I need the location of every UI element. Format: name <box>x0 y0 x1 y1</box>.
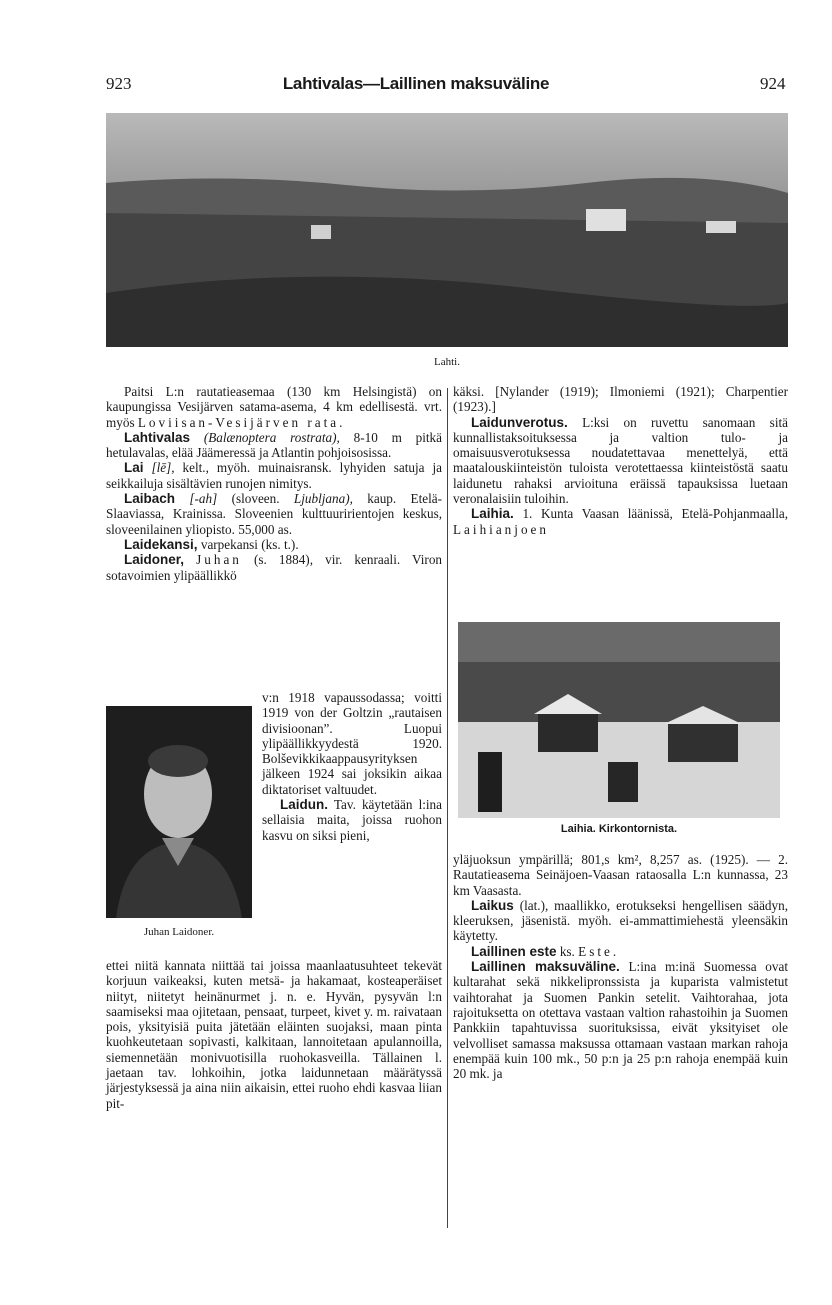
headword: Laillinen este <box>471 943 557 959</box>
left-column <box>106 384 442 583</box>
portrait-image <box>106 706 252 918</box>
lahti-photo <box>106 113 788 347</box>
entry-laidunverotus <box>453 415 788 507</box>
laihia-caption: Laihia. Kirkontornista. <box>560 823 678 835</box>
headword: Laidoner, <box>124 552 185 568</box>
column-divider <box>447 388 448 1228</box>
entry-laidoner <box>106 552 442 583</box>
entry-laidun-start <box>262 797 442 843</box>
entry-text: Tav. käytetään l:ina sellaisia maita, joissa ruohon kasvu on siksi pieni, <box>262 797 443 843</box>
entry-laillinen-este <box>453 944 788 959</box>
native-name: Ljubljana), <box>293 491 353 507</box>
headword: Laibach <box>124 491 176 507</box>
entry-text: (lat.), maallikko, erotukseksi hengellisen säädyn, kleeruksen, jäsenistä. myöh. ei-ammattimiehestä yleensäkin käytetty. <box>453 897 788 944</box>
entry-text: L:ina m:inä Suomessa ovat kultarahat sekä nikkelipronssista ja kuparista valmistetut vaihtorahat ja Suomen Pankin setelit. Vaihtorahaa, jota rajoituksetta on otettava vastaan valtion rahastoihin ja Suomen Pankkiin tapahtuvissa suorituksissa, eivät yksityiset ole velvolliset samassa maksussa ottamaan vastaan markan rahoja enempää kuin 100 mk., 50 p:n ja 25 p:n rahoja enempää kuin 20 mk. ja <box>453 959 788 1082</box>
headword: Laikus <box>471 897 514 913</box>
page-number-left: 923 <box>106 74 132 93</box>
entry-text: yläjuoksun ympärillä; 801,s km², 8,257 as. (1925). — 2. Rautatieasema Seinäjoen-Vaasan rataosalla L:n kunnassa, 23 km Vaasasta. <box>453 852 788 898</box>
entry-text: ettei niitä kannata niittää tai joissa maanlaatusuhteet tekevät korjuun vaikeaksi, kuten metsä- ja hakamaat, kosteaperäiset niityt, niitetyt heinänurmet j. n. e. Hyvän, pysyvän l:n saamiseksi maa ojitetaan, pensaat, turpeet, kivet y. m. raivataan pois, yksityisiä puita jätetään eläinten suojaksi, maan pinta kuohkeutetaan sopivasti, kalkitaan, lannoitetaan apulannoilla, siemennetään monivuotisilla ruohokasveilla. Tällainen l. jaetaan tav. lohkoihin, jotka laidunnetaan määrätyssä järjestyksessä ja aina niin aikaisin, ettei ruoho ehdi kasvaa liian pit- <box>106 958 442 1111</box>
entry-lai <box>106 460 442 491</box>
entry-lahti-cont <box>106 384 442 430</box>
entry-laillinen-maksuvaline <box>453 959 788 1081</box>
laidoner-side-text <box>262 690 442 843</box>
entry-laidekansi <box>106 537 442 552</box>
headword: Laihia. <box>471 506 514 522</box>
right-column-top <box>453 384 788 537</box>
laidun-full-text <box>106 958 442 1111</box>
entry-text: kaup. Etelä-Slaaviassa, Krainissa. Sloveenien kulttuuririentojen keskus, sloveenilainen yliopisto. 55,000 as. <box>106 491 443 537</box>
entry-text: (sloveen. <box>231 491 280 507</box>
paragraph-text: Paitsi L:n rautatieasemaa (130 km Helsingistä) on kaupungissa Vesijärven satama-asema, 4 km edellisestä. vrt. myös <box>106 384 442 430</box>
spaced-reference: Laihianjoen <box>453 521 549 537</box>
entry-text: (s. 1884), vir. kenraali. Viron sotavoimien ylipäällikkö <box>106 552 443 583</box>
headword: Laidekansi, <box>124 536 198 552</box>
entry-text: L:ksi on ruvettu sanomaan sitä kunnallistaksoituksessa ja valtion tulo- ja omaisuusverotuksessa noudatettavaa menettelyä, että maatalouskiinteistön tuloista verotettaessa kiinteistöstä saatu laidunetu rahaksi arvioituna eräissä tapauksissa luetaan veronalaisiin tuloihin. <box>453 414 788 507</box>
spaced-reference: Este. <box>578 943 620 959</box>
spaced-reference: Loviisan-Vesijärven rata. <box>137 414 346 430</box>
entry-lahtivalas <box>106 430 442 461</box>
pronunciation: [-ah] <box>189 491 218 507</box>
entry-laibach <box>106 491 442 537</box>
laihia-village-image <box>458 622 780 818</box>
spaced-name: Juhan <box>196 552 242 568</box>
headword: Laidun. <box>280 797 328 813</box>
headword: Laillinen maksuväline. <box>471 959 620 975</box>
entry-text: käksi. [Nylander (1919); Ilmoniemi (1921); Charpentier (1923).] <box>453 384 788 415</box>
lahti-caption: Lahti. <box>434 356 460 368</box>
headword: Lai <box>124 460 144 476</box>
laihia-photo <box>458 622 780 818</box>
page-number-right: 924 <box>760 74 786 93</box>
right-column-bottom <box>453 852 788 1081</box>
entry-laihia-start <box>453 506 788 537</box>
entry-text: v:n 1918 vapaussodassa; voitti 1919 von der Goltzin „rautaisen divisioonan”. Luopui ylipäällikkyydestä 1920. Bolševikkikaappausyrityksen jälkeen 1924 sai joksikin aikaa diktatoriset valtuudet. <box>262 690 442 797</box>
headword: Lahtivalas <box>124 429 191 445</box>
laidoner-caption: Juhan Laidoner. <box>143 926 215 938</box>
entry-text: varpekansi (ks. t.). <box>200 536 299 552</box>
running-title: Lahtivalas—Laillinen maksuväline <box>282 74 550 93</box>
entry-text: kelt., myöh. muinaisransk. lyhyiden satuja ja seikkailuja sisältävien runojen nimitys. <box>106 460 442 491</box>
laidoner-portrait <box>106 706 252 918</box>
latin-name: (Balænoptera rostrata), <box>203 429 340 445</box>
entry-text: 1. Kunta Vaasan läänissä, Etelä-Pohjanmaalla, <box>522 506 789 522</box>
pronunciation: [lē], <box>151 460 175 476</box>
entry-text: 8-10 m pitkä hetulavalas, elää Jäämeressä ja Atlantin pohjoisosissa. <box>106 429 443 461</box>
entry-laikus <box>453 898 788 944</box>
headword: Laidunverotus. <box>471 414 568 430</box>
lahti-landscape-image <box>106 113 788 347</box>
entry-text: ks. <box>559 943 575 959</box>
